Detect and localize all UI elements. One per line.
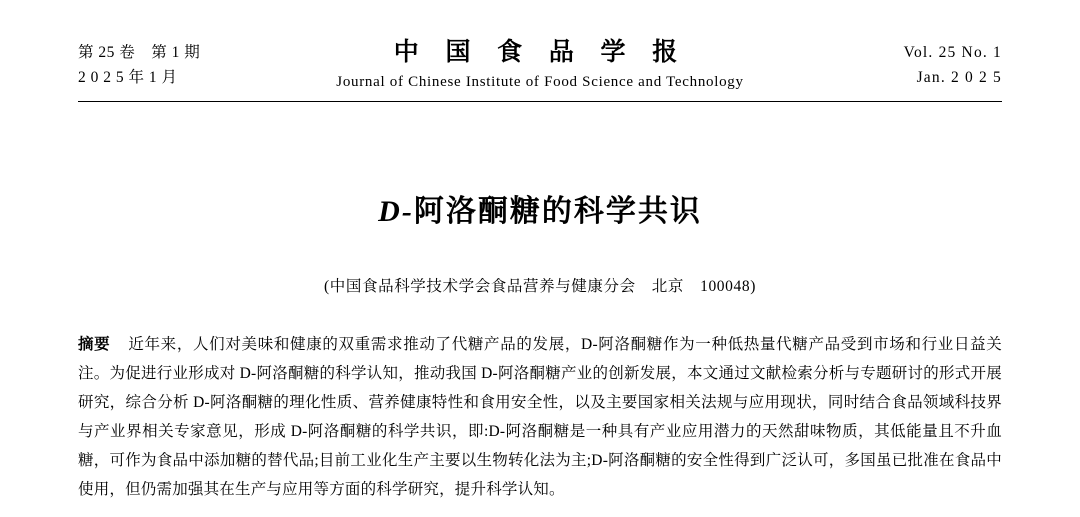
volume-issue-line-english: Vol. 25 No. 1	[903, 44, 1002, 61]
masthead-journal-name	[288, 36, 792, 93]
abstract-body: 近年来，人们对美味和健康的双重需求推动了代糖产品的发展，D-阿洛酮糖作为一种低热量代糖产品受到市场和行业日益关注。为促进行业形成对 D-阿洛酮糖的科学认知，推动我国 D-阿洛酮糖产业的创新发展，本文通过文献检索分析与专题研讨的形式开展研究，综合分析 D-阿洛酮糖的理化性质、营养健康特性和食用安全性，以及主要国家相关法规与应用现状，同时结合食品领域科技界与产业界相关专家意见，形成 D-阿洛酮糖的科学共识，即:D-阿洛酮糖是一种具有产业应用潜力的天然甜味物质，其低能量且不升血糖，可作为食品中添加糖的替代品;目前工业化生产主要以生物转化法为主;D-阿洛酮糖的安全性得到广泛认可，多国虽已批准在食品中使用，但仍需加强其在生产与应用等方面的科学研究，提升科学认知。	[78, 336, 1003, 498]
journal-title-chinese: 中 国 食 品 学 报	[393, 37, 687, 66]
masthead-volume-info-english	[792, 40, 1002, 90]
volume-issue-line: 第 25 卷 第 1 期	[78, 44, 201, 61]
masthead-divider	[78, 101, 1002, 102]
page-title	[78, 186, 1002, 230]
title-dash: -	[401, 195, 414, 228]
abstract-section	[78, 330, 1002, 504]
masthead-volume-info	[78, 40, 288, 90]
publication-date-line-english: Jan. 2 0 2 5	[916, 69, 1002, 86]
abstract-label: 摘要	[78, 336, 111, 353]
journal-title-english: Journal of Chinese Institute of Food Science and Technology	[336, 74, 744, 90]
title-compound-prefix: D	[378, 195, 402, 228]
masthead	[78, 0, 1002, 93]
title-main-text: 阿洛酮糖的科学共识	[413, 194, 702, 229]
publication-date-line: 2 0 2 5 年 1 月	[78, 69, 178, 86]
author-affiliation: (中国食品科学技术学会食品营养与健康分会 北京 100048)	[324, 278, 756, 295]
